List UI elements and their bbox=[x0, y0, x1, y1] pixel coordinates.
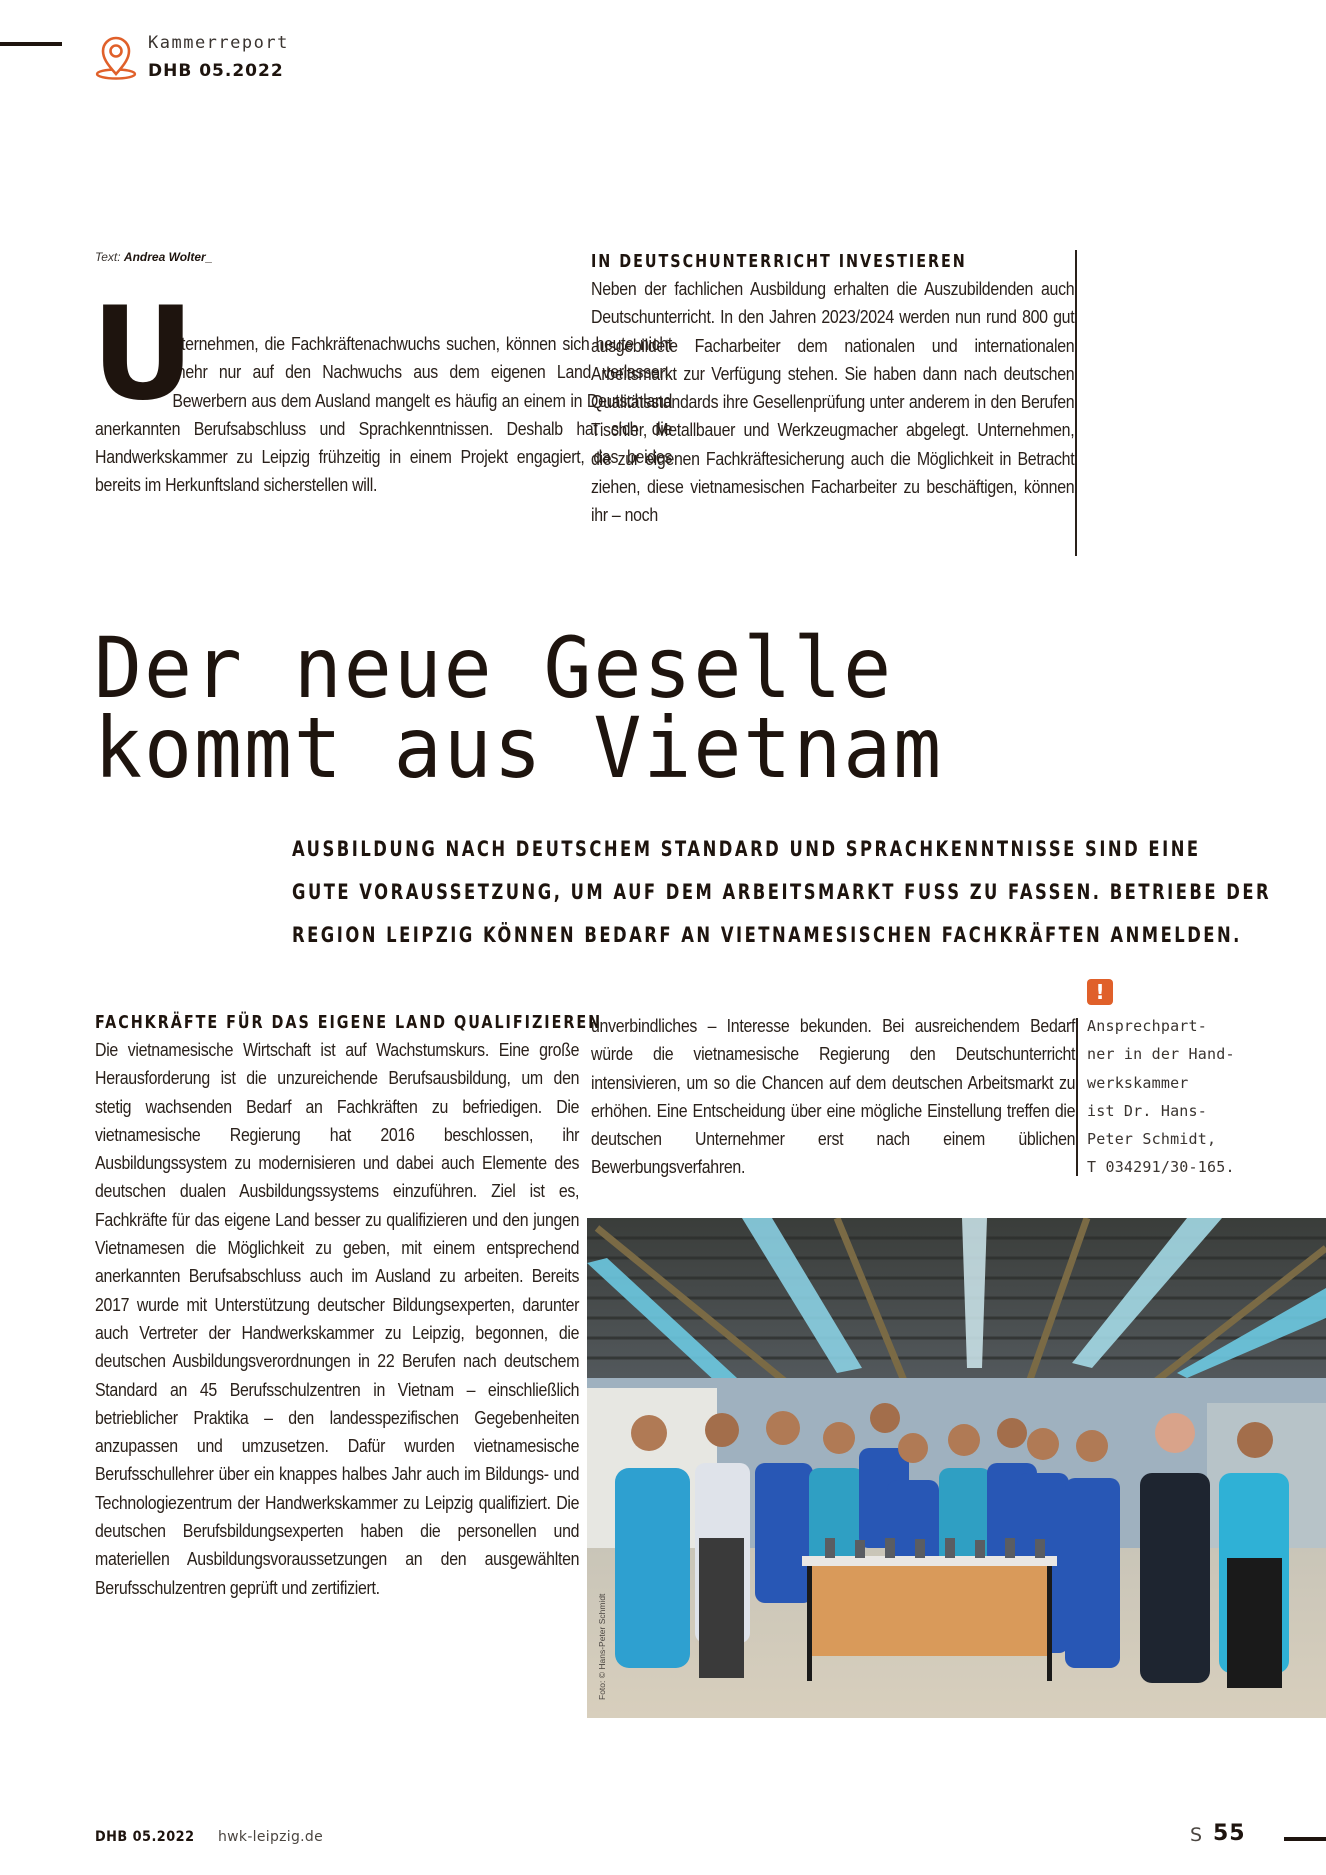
byline-author: Andrea Wolter_ bbox=[123, 250, 213, 264]
footer-url[interactable]: hwk-leipzig.de bbox=[218, 1829, 324, 1845]
intro-column bbox=[91, 280, 673, 500]
subheading-fachkraefte: FACHKRÄFTE FÜR DAS EIGENE LAND QUALIFIZIEREN bbox=[95, 1013, 603, 1033]
teaser-line-1: AUSBILDUNG NACH DEUTSCHEM STANDARD UND SPRACHKENNTNISSE SIND EINE bbox=[292, 837, 1201, 861]
section-label: Kammerreport bbox=[148, 33, 289, 53]
dropcap: U bbox=[91, 280, 195, 429]
exclamation-icon: ! bbox=[1087, 979, 1113, 1005]
column-rule-bottom bbox=[1076, 1018, 1078, 1176]
page-number: 55 bbox=[1213, 1821, 1246, 1846]
column-deutschunterricht bbox=[591, 249, 1151, 530]
footer-rule bbox=[1284, 1837, 1326, 1841]
column-rule bbox=[1075, 250, 1077, 556]
contact-info bbox=[1087, 1012, 1235, 1182]
paragraph-continuation: unverbindliches – Interesse bekunden. Bei ausreichendem Bedarf würde die vietnamesische Regierung den Deutschunterricht intensivieren, um so die Chancen auf dem deutschen Arbeitsmarkt zu erhöhen. Eine Entscheidung über eine mögliche Einstellung treffen die deutschen Unternehmer erst nach einem üblichen Bewerbungsverfahren. bbox=[591, 1015, 1076, 1178]
subheading-deutschunterricht: IN DEUTSCHUNTERRICHT INVESTIEREN bbox=[591, 252, 967, 272]
teaser-line-2: GUTE VORAUSSETZUNG, UM AUF DEM ARBEITSMARKT FUSS ZU FASSEN. BETRIEBE DER bbox=[292, 880, 1272, 904]
location-pin-icon bbox=[95, 36, 137, 80]
intro-paragraph: nternehmen, die Fachkräftenachwuchs suchen, können sich heute nicht mehr nur auf den Nachwuchs aus dem eigenen Land verlassen. Bewerbern aus dem Ausland mangelt es häufig an einem in Deutschland anerkannten Berufsabschluss und Sprachkenntnissen. Deshalb hat sich die Handwerkskammer zu Leipzig frühzeitig in einem Projekt engagiert, das beides bereits im Herkunftsland sicherstellen will. bbox=[95, 333, 673, 496]
group-photo bbox=[587, 1218, 1326, 1718]
byline-prefix: Text: bbox=[95, 250, 121, 264]
workshop-photo-illustration bbox=[587, 1218, 1326, 1718]
paragraph-fachkraefte: Die vietnamesische Wirtschaft ist auf Wachstumskurs. Eine große Herausforderung ist die unzureichende Berufsausbildung, um den stetig wachsenden Bedarf an Fachkräften zu befriedigen. Die vietnamesische Regierung hat 2016 beschlossen, ihr Ausbildungssystem zu modernisieren und dabei auch Elemente des deutschen dualen Ausbildungssystems einzuführen. Ziel ist es, Fachkräfte für das eigene Land besser zu qualifizieren und den jungen Vietnamesen die Möglichkeit zu geben, mit einem entsprechend anerkannten Berufsabschluss auch im Ausland zu arbeiten. Bereits 2017 wurde mit Unterstützung deutscher Bildungsexperten, darunter auch Vertreter der Handwerkskammer zu Leipzig, begonnen, die deutschen Ausbildungsverordnungen in 22 Berufen nach deutschem Standard an 45 Berufsschulzentren in Vietnam – einschließlich betrieblicher Praktika – den landesspezifischen Gegebenheiten anzupassen und umzusetzen. Dafür wurden vietnamesische Berufsschullehrer über ein knappes halbes Jahr auch im Bildungs- und Technologiezentrum der Handwerkskammer zu Leipzig qualifiziert. Die deutschen Berufsbildungsexperten haben die personellen und materiellen Ausbildungsvoraussetzungen an den ausgewählten Berufsschulzentren geprüft und zertifiziert. bbox=[95, 1039, 580, 1598]
byline bbox=[95, 250, 212, 264]
contact-line: ist Dr. Hans- bbox=[1087, 1101, 1207, 1120]
top-rule bbox=[0, 42, 62, 46]
teaser bbox=[292, 828, 1271, 957]
footer-issue: DHB 05.2022 bbox=[95, 1829, 195, 1845]
column-continuation bbox=[591, 1012, 1151, 1182]
headline-line-2: kommt aus Vietnam bbox=[94, 699, 944, 797]
contact-line: Peter Schmidt, bbox=[1087, 1130, 1217, 1149]
contact-line: Ansprechpart- bbox=[1087, 1017, 1207, 1035]
paragraph-deutschunterricht: Neben der fachlichen Ausbildung erhalten die Auszubildenden auch Deutschunterricht. In den Jahren 2023/2024 werden nun rund 800 gut ausgebildete Facharbeiter dem nationalen und internationalen Arbeitsmarkt zur Verfügung stehen. Sie haben dann nach deutschen Qualitätsstandards ihre Gesellenprüfung unter anderem in den Berufen Tischler, Metallbauer und Werkzeugmacher abgelegt. Unternehmen, die zur eigenen Fachkräftesicherung auch die Möglichkeit in Betracht ziehen, diese vietnamesischen Facharbeiter zu beschäftigen, können ihr – noch bbox=[591, 278, 1075, 526]
contact-line: ner in der Hand- bbox=[1087, 1045, 1235, 1064]
photo-credit: Foto: © Hans-Peter Schmidt bbox=[597, 1593, 607, 1700]
headline-line-1: Der neue Geselle bbox=[94, 619, 894, 717]
contact-line: werkskammer bbox=[1087, 1073, 1189, 1092]
contact-phone: T 034291/30-165. bbox=[1087, 1158, 1235, 1177]
headline bbox=[94, 619, 944, 797]
issue-label: DHB 05.2022 bbox=[148, 61, 284, 81]
page-prefix: S bbox=[1190, 1824, 1203, 1846]
teaser-line-3: REGION LEIPZIG KÖNNEN BEDARF AN VIETNAMESISCHEN FACHKRÄFTEN ANMELDEN. bbox=[292, 923, 1242, 947]
